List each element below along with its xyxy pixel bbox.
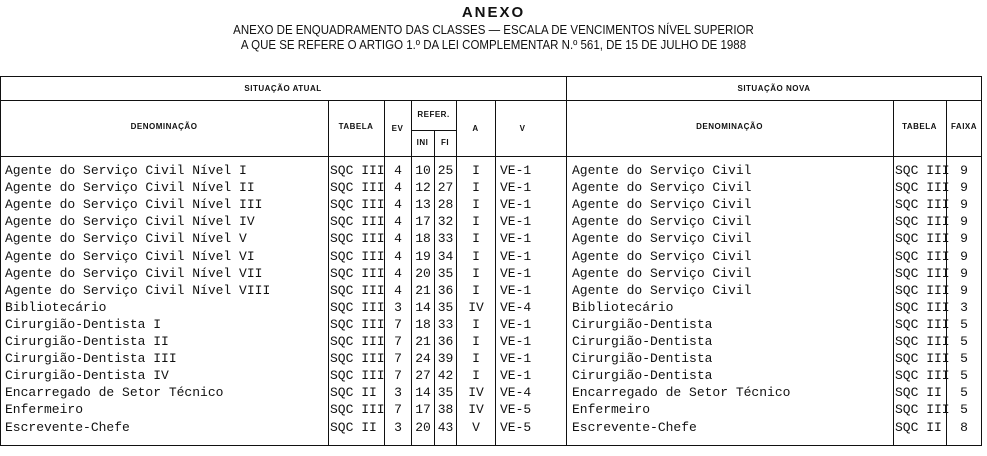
cell-fi: 33 (437, 231, 454, 247)
cell-faixa: 9 (960, 214, 968, 230)
col-header-v: V (519, 124, 526, 133)
cell-denom-nova: Agente do Serviço Civil (572, 163, 752, 178)
cell-denom-nova: Cirurgião-Dentista (572, 334, 713, 349)
cell-fi: 32 (437, 214, 454, 230)
cell-a: I (472, 334, 480, 349)
cell-fi: 36 (437, 282, 454, 298)
cell-a: IV (468, 402, 484, 418)
cell-ev: 7 (394, 402, 402, 418)
cell-fi: 35 (437, 385, 454, 401)
cell-denom-nova: Encarregado de Setor Técnico (572, 385, 791, 401)
cell-a: I (472, 197, 480, 213)
cell-denom: Agente do Serviço Civil Nível VIII (5, 282, 271, 298)
col-header-a: A (472, 124, 479, 133)
group-header-current: SITUAÇÃO ATUAL (244, 84, 322, 93)
cell-v: VE-5 (500, 419, 532, 435)
cell-ini: 12 (415, 180, 431, 196)
cell-a: I (472, 351, 480, 367)
cell-faixa: 5 (960, 368, 968, 384)
cell-tabela-nova: SQC III (895, 351, 950, 367)
cell-faixa: 9 (960, 163, 968, 178)
cell-tabela: SQC III (330, 163, 385, 178)
cell-a: I (472, 265, 480, 281)
cell-denom-nova: Cirurgião-Dentista (572, 316, 713, 332)
cell-denom-nova: Agente do Serviço Civil (572, 231, 752, 247)
cell-v: VE-1 (500, 180, 532, 196)
cell-ev: 4 (394, 197, 402, 213)
cell-ini: 18 (415, 316, 431, 332)
col-header-refer: REFER. (417, 110, 450, 119)
cell-ini: 14 (415, 385, 431, 401)
cell-a: I (472, 316, 480, 332)
cell-tabela-nova: SQC III (895, 163, 950, 178)
document-subtitle-line-1: ANEXO DE ENQUADRAMENTO DAS CLASSES — ESCALA DE VENCIMENTOS NÍVEL SUPERIOR (233, 23, 754, 37)
cell-denom: Cirurgião-Dentista I (5, 316, 162, 332)
cell-ev: 7 (394, 316, 402, 332)
cell-faixa: 9 (960, 282, 968, 298)
cell-v: VE-1 (500, 282, 532, 298)
cell-a: I (472, 180, 480, 196)
cell-denom-nova: Agente do Serviço Civil (572, 248, 752, 264)
cell-tabela-nova: SQC III (895, 265, 950, 281)
cell-tabela: SQC III (330, 299, 385, 315)
cell-denom-nova: Cirurgião-Dentista (572, 368, 713, 384)
cell-tabela: SQC III (330, 334, 385, 349)
col-header-tabela: TABELA (338, 122, 374, 131)
cell-a: IV (468, 299, 484, 315)
cell-ini: 21 (415, 334, 431, 349)
table-rule (0, 100, 982, 101)
cell-v: VE-4 (500, 385, 532, 401)
cell-a: I (472, 282, 480, 298)
cell-ini: 24 (415, 351, 431, 367)
cell-denom: Agente do Serviço Civil Nível VII (5, 265, 263, 281)
cell-faixa: 9 (960, 197, 968, 213)
cell-tabela-nova: SQC III (895, 402, 950, 418)
cell-tabela-nova: SQC III (895, 214, 950, 230)
cell-a: I (472, 231, 480, 247)
cell-ini: 17 (415, 214, 431, 230)
cell-faixa: 5 (960, 385, 968, 401)
cell-a: I (472, 214, 480, 230)
cell-faixa: 8 (960, 419, 968, 435)
cell-denom-nova: Bibliotecário (572, 299, 674, 315)
cell-tabela: SQC III (330, 231, 385, 247)
cell-tabela-nova: SQC III (895, 368, 950, 384)
cell-tabela-nova: SQC III (895, 316, 950, 332)
cell-denom-nova: Enfermeiro (572, 402, 651, 418)
cell-tabela-nova: SQC III (895, 180, 950, 196)
table-rule (893, 100, 894, 446)
cell-denom: Cirurgião-Dentista IV (5, 368, 169, 384)
cell-v: VE-5 (500, 402, 532, 418)
cell-v: VE-1 (500, 265, 532, 281)
cell-denom: Agente do Serviço Civil Nível VI (5, 248, 255, 264)
cell-v: VE-1 (500, 231, 532, 247)
cell-fi: 43 (437, 419, 454, 435)
cell-faixa: 9 (960, 231, 968, 247)
cell-ini: 19 (415, 248, 431, 264)
document-title: ANEXO (461, 4, 526, 21)
cell-ev: 7 (394, 334, 402, 349)
cell-ev: 3 (394, 419, 402, 435)
cell-tabela: SQC III (330, 402, 385, 418)
cell-tabela: SQC II (330, 419, 377, 435)
cell-tabela-nova: SQC II (895, 419, 942, 435)
cell-denom-nova: Agente do Serviço Civil (572, 180, 752, 196)
col-header-faixa: FAIXA (950, 122, 978, 131)
cell-fi: 35 (437, 265, 454, 281)
cell-v: VE-1 (500, 214, 532, 230)
cell-tabela-nova: SQC III (895, 299, 950, 315)
table-rule (495, 100, 496, 446)
cell-denom-nova: Agente do Serviço Civil (572, 282, 752, 298)
cell-tabela-nova: SQC III (895, 248, 950, 264)
cell-ini: 18 (415, 231, 431, 247)
cell-v: VE-1 (500, 197, 532, 213)
cell-ev: 4 (394, 248, 402, 264)
cell-tabela: SQC III (330, 265, 385, 281)
cell-faixa: 5 (960, 402, 968, 418)
cell-denom-nova: Agente do Serviço Civil (572, 214, 752, 230)
cell-a: IV (468, 385, 484, 401)
cell-ini: 17 (415, 402, 431, 418)
cell-denom: Escrevente-Chefe (5, 419, 130, 435)
table-rule (328, 100, 329, 446)
cell-a: I (472, 163, 480, 178)
cell-faixa: 5 (960, 316, 968, 332)
cell-ini: 10 (415, 163, 431, 178)
cell-ev: 4 (394, 163, 402, 178)
document-subtitle-line-2: A QUE SE REFERE O ARTIGO 1.º DA LEI COMPLEMENTAR N.º 561, DE 15 DE JULHO DE 1988 (240, 38, 747, 52)
cell-ini: 13 (415, 197, 431, 213)
cell-ini: 27 (415, 368, 431, 384)
cell-fi: 33 (437, 316, 454, 332)
cell-tabela: SQC III (330, 351, 385, 367)
cell-tabela-nova: SQC II (895, 385, 942, 401)
cell-v: VE-1 (500, 351, 532, 367)
cell-denom: Cirurgião-Dentista III (5, 351, 177, 367)
col-header-tabela-nova: TABELA (902, 122, 937, 131)
col-header-ini: INI (416, 138, 429, 147)
col-header-ev: EV (391, 124, 404, 133)
cell-v: VE-1 (500, 248, 532, 264)
cell-ev: 7 (394, 368, 402, 384)
cell-v: VE-4 (500, 299, 532, 315)
cell-v: VE-1 (500, 368, 532, 384)
cell-ev: 4 (394, 180, 402, 196)
cell-denom-nova: Agente do Serviço Civil (572, 197, 752, 213)
cell-v: VE-1 (500, 163, 532, 178)
cell-tabela-nova: SQC III (895, 231, 950, 247)
cell-tabela-nova: SQC III (895, 282, 950, 298)
cell-tabela: SQC III (330, 282, 385, 298)
group-header-new: SITUAÇÃO NOVA (737, 84, 811, 93)
cell-ini: 14 (415, 299, 431, 315)
cell-fi: 42 (437, 368, 454, 384)
cell-a: I (472, 248, 480, 264)
cell-tabela-nova: SQC III (895, 334, 950, 349)
cell-denom: Encarregado de Setor Técnico (5, 385, 224, 401)
table-rule (566, 76, 567, 446)
cell-tabela: SQC III (330, 316, 385, 332)
cell-ev: 7 (394, 351, 402, 367)
cell-fi: 28 (437, 197, 454, 213)
cell-ev: 3 (394, 385, 402, 401)
cell-faixa: 5 (960, 334, 968, 349)
cell-faixa: 5 (960, 351, 968, 367)
cell-fi: 35 (437, 299, 454, 315)
cell-a: I (472, 368, 480, 384)
cell-denom: Agente do Serviço Civil Nível III (5, 197, 263, 213)
cell-ini: 20 (415, 419, 431, 435)
cell-ini: 21 (415, 282, 431, 298)
cell-ev: 4 (394, 265, 402, 281)
cell-tabela: SQC II (330, 385, 377, 401)
cell-ev: 4 (394, 214, 402, 230)
cell-tabela: SQC III (330, 197, 385, 213)
cell-denom-nova: Agente do Serviço Civil (572, 265, 752, 281)
cell-faixa: 9 (960, 180, 968, 196)
cell-v: VE-1 (500, 316, 532, 332)
cell-a: V (472, 419, 480, 435)
table-rule (456, 100, 457, 446)
cell-fi: 34 (437, 248, 454, 264)
cell-fi: 39 (437, 351, 454, 367)
cell-ev: 4 (394, 231, 402, 247)
cell-v: VE-1 (500, 334, 532, 349)
cell-denom: Agente do Serviço Civil Nível II (5, 180, 255, 196)
cell-tabela-nova: SQC III (895, 197, 950, 213)
col-header-denominacao: DENOMINAÇÃO (130, 122, 198, 131)
cell-faixa: 9 (960, 248, 968, 264)
cell-tabela: SQC III (330, 214, 385, 230)
cell-denom-nova: Cirurgião-Dentista (572, 351, 713, 367)
cell-denom: Agente do Serviço Civil Nível IV (5, 214, 255, 230)
cell-tabela: SQC III (330, 248, 385, 264)
cell-tabela: SQC III (330, 180, 385, 196)
col-header-denominacao-nova: DENOMINAÇÃO (696, 122, 763, 131)
cell-denom: Cirurgião-Dentista II (5, 334, 169, 349)
cell-denom: Agente do Serviço Civil Nível V (5, 231, 247, 247)
cell-denom: Agente do Serviço Civil Nível I (5, 163, 247, 178)
cell-faixa: 3 (960, 299, 968, 315)
cell-ev: 4 (394, 282, 402, 298)
cell-faixa: 9 (960, 265, 968, 281)
cell-fi: 25 (437, 163, 454, 178)
cell-fi: 36 (437, 334, 454, 349)
cell-fi: 27 (437, 180, 454, 196)
cell-ev: 3 (394, 299, 402, 315)
cell-denom-nova: Escrevente-Chefe (572, 419, 697, 435)
col-header-fi: FI (440, 138, 450, 147)
table-rule (0, 156, 982, 157)
cell-denom: Bibliotecário (5, 299, 107, 315)
cell-ini: 20 (415, 265, 431, 281)
cell-fi: 38 (437, 402, 454, 418)
cell-denom: Enfermeiro (5, 402, 84, 418)
cell-tabela: SQC III (330, 368, 385, 384)
